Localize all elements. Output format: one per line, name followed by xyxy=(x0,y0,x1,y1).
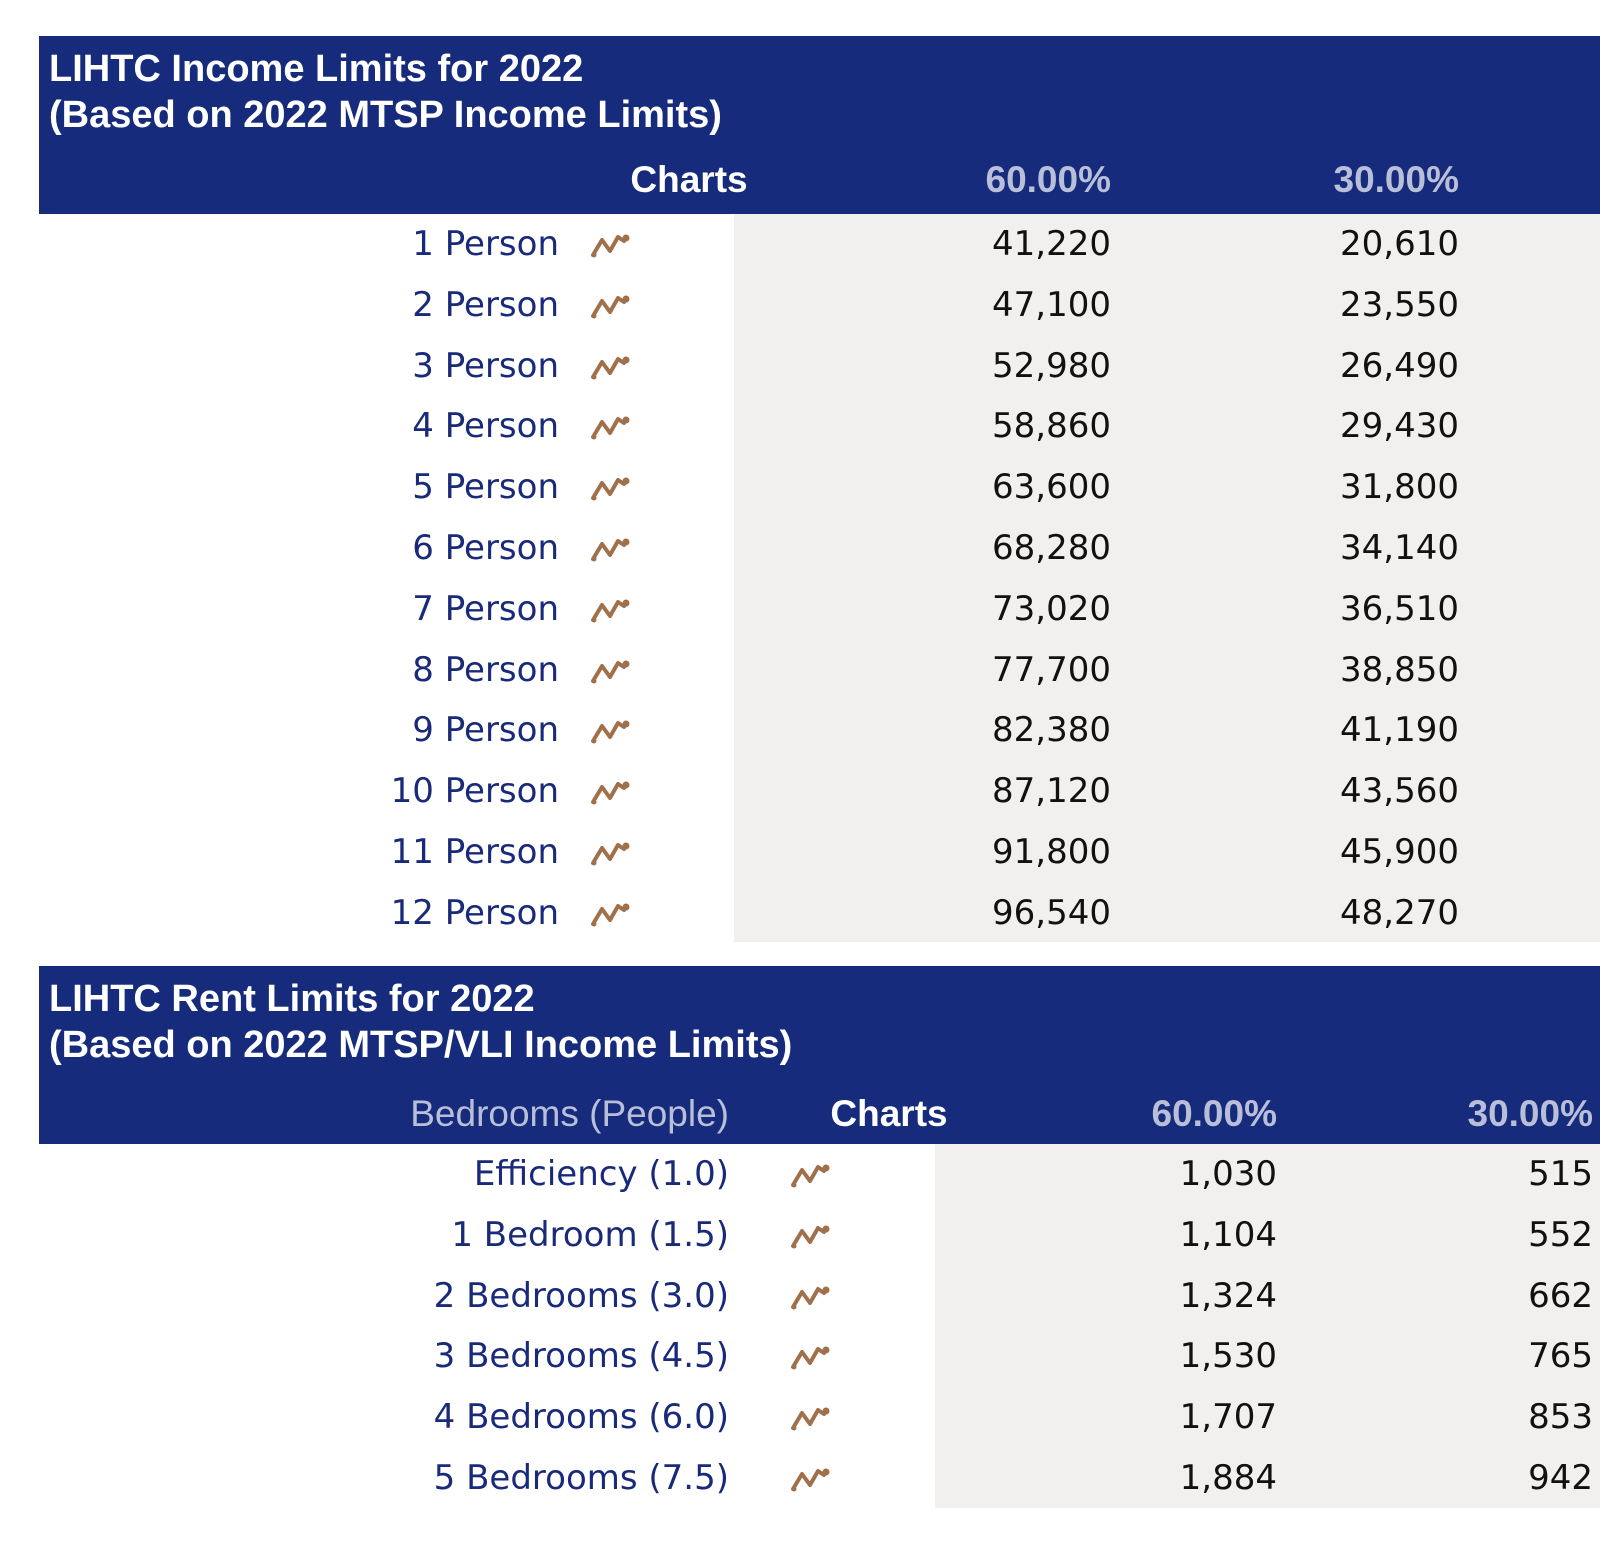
rent-charts-header: Charts xyxy=(830,1093,948,1134)
income-table-row xyxy=(39,640,1600,700)
value-30-percent: 20,610 xyxy=(1340,224,1459,264)
line-chart-icon[interactable] xyxy=(789,1222,831,1250)
income-table-row xyxy=(39,518,1600,578)
row-label: 1 Person xyxy=(412,224,559,264)
value-60-percent: 1,030 xyxy=(1179,1154,1277,1194)
income-table-row xyxy=(39,336,1600,396)
rent-limits-header xyxy=(39,966,1600,1144)
value-60-percent: 63,600 xyxy=(992,467,1111,508)
line-chart-icon[interactable] xyxy=(589,474,631,502)
value-30-percent: 853 xyxy=(1528,1397,1593,1438)
value-30-percent: 515 xyxy=(1528,1154,1593,1194)
income-60-header: 60.00% xyxy=(985,159,1111,200)
row-label: 9 Person xyxy=(412,710,559,751)
rent-title-line2: (Based on 2022 MTSP/VLI Income Limits) xyxy=(49,1024,793,1066)
row-label: 7 Person xyxy=(412,588,559,629)
income-table-row xyxy=(39,275,1600,335)
value-60-percent: 1,707 xyxy=(1179,1397,1277,1438)
income-table-row xyxy=(39,883,1600,943)
rent-limits-section xyxy=(39,966,1600,1511)
rent-table-row xyxy=(39,1326,1600,1386)
rent-table-row xyxy=(39,1205,1600,1265)
income-title-line2: (Based on 2022 MTSP Income Limits) xyxy=(49,94,722,136)
row-label: 2 Person xyxy=(412,284,559,325)
line-chart-icon[interactable] xyxy=(589,657,631,685)
value-60-percent: 73,020 xyxy=(992,588,1111,629)
value-30-percent: 41,190 xyxy=(1340,710,1459,751)
value-30-percent: 43,560 xyxy=(1340,771,1459,812)
row-label: 5 Person xyxy=(412,467,559,508)
income-table-row xyxy=(39,822,1600,882)
value-30-percent: 31,800 xyxy=(1340,467,1459,508)
value-60-percent: 41,220 xyxy=(992,224,1111,264)
rent-table-row xyxy=(39,1448,1600,1508)
row-label: 12 Person xyxy=(390,892,559,933)
row-label: Efficiency (1.0) xyxy=(473,1154,729,1194)
value-30-percent: 45,900 xyxy=(1340,832,1459,872)
rent-60-header: 60.00% xyxy=(1151,1093,1277,1134)
row-label: 6 Person xyxy=(412,528,559,568)
row-label: 8 Person xyxy=(412,649,559,690)
value-60-percent: 1,104 xyxy=(1179,1214,1277,1255)
rent-table-row xyxy=(39,1144,1600,1204)
income-title-line1: LIHTC Income Limits for 2022 xyxy=(49,48,584,90)
line-chart-icon[interactable] xyxy=(589,413,631,441)
rent-table-row xyxy=(39,1387,1600,1447)
row-label: 3 Bedrooms (4.5) xyxy=(433,1336,729,1377)
value-30-percent: 26,490 xyxy=(1340,345,1459,386)
line-chart-icon[interactable] xyxy=(589,839,631,867)
value-60-percent: 1,884 xyxy=(1179,1458,1277,1498)
value-30-percent: 662 xyxy=(1528,1275,1593,1316)
row-label: 5 Bedrooms (7.5) xyxy=(433,1458,729,1498)
value-30-percent: 552 xyxy=(1528,1214,1593,1255)
value-30-percent: 765 xyxy=(1528,1336,1593,1377)
income-limits-header xyxy=(39,36,1600,214)
line-chart-icon[interactable] xyxy=(589,717,631,745)
value-60-percent: 1,324 xyxy=(1179,1275,1277,1316)
value-60-percent: 47,100 xyxy=(992,284,1111,325)
income-table-row xyxy=(39,700,1600,760)
line-chart-icon[interactable] xyxy=(789,1404,831,1432)
income-30-header: 30.00% xyxy=(1333,159,1459,200)
value-60-percent: 58,860 xyxy=(992,406,1111,447)
income-limits-section xyxy=(39,36,1600,946)
line-chart-icon[interactable] xyxy=(589,231,631,259)
line-chart-icon[interactable] xyxy=(789,1161,831,1189)
value-60-percent: 1,530 xyxy=(1179,1336,1277,1377)
line-chart-icon[interactable] xyxy=(589,535,631,563)
row-label: 3 Person xyxy=(412,345,559,386)
rent-table-row xyxy=(39,1266,1600,1326)
line-chart-icon[interactable] xyxy=(589,292,631,320)
row-label: 4 Person xyxy=(412,406,559,447)
value-30-percent: 942 xyxy=(1528,1458,1593,1498)
value-60-percent: 77,700 xyxy=(992,649,1111,690)
value-30-percent: 36,510 xyxy=(1340,588,1459,629)
income-table-row xyxy=(39,214,1600,274)
line-chart-icon[interactable] xyxy=(589,778,631,806)
value-60-percent: 68,280 xyxy=(992,528,1111,568)
value-30-percent: 29,430 xyxy=(1340,406,1459,447)
line-chart-icon[interactable] xyxy=(589,353,631,381)
row-label: 1 Bedroom (1.5) xyxy=(451,1214,729,1255)
line-chart-icon[interactable] xyxy=(789,1343,831,1371)
value-30-percent: 38,850 xyxy=(1340,649,1459,690)
row-label: 2 Bedrooms (3.0) xyxy=(433,1275,729,1316)
value-60-percent: 82,380 xyxy=(992,710,1111,751)
line-chart-icon[interactable] xyxy=(589,900,631,928)
rent-30-header: 30.00% xyxy=(1467,1093,1593,1134)
income-table-row xyxy=(39,396,1600,456)
value-60-percent: 91,800 xyxy=(992,832,1111,872)
value-60-percent: 96,540 xyxy=(992,892,1111,933)
row-label: 11 Person xyxy=(390,832,559,872)
line-chart-icon[interactable] xyxy=(789,1283,831,1311)
rent-title-line1: LIHTC Rent Limits for 2022 xyxy=(49,978,535,1020)
line-chart-icon[interactable] xyxy=(789,1465,831,1493)
value-60-percent: 87,120 xyxy=(992,771,1111,812)
value-30-percent: 34,140 xyxy=(1340,528,1459,568)
income-charts-header: Charts xyxy=(630,159,748,200)
value-30-percent: 23,550 xyxy=(1340,284,1459,325)
income-table-row xyxy=(39,761,1600,821)
line-chart-icon[interactable] xyxy=(589,596,631,624)
income-table-row xyxy=(39,457,1600,517)
value-60-percent: 52,980 xyxy=(992,345,1111,386)
income-table-row xyxy=(39,579,1600,639)
rent-bedrooms-header: Bedrooms (People) xyxy=(410,1093,729,1134)
row-label: 4 Bedrooms (6.0) xyxy=(433,1397,729,1438)
value-30-percent: 48,270 xyxy=(1340,892,1459,933)
row-label: 10 Person xyxy=(390,771,559,812)
